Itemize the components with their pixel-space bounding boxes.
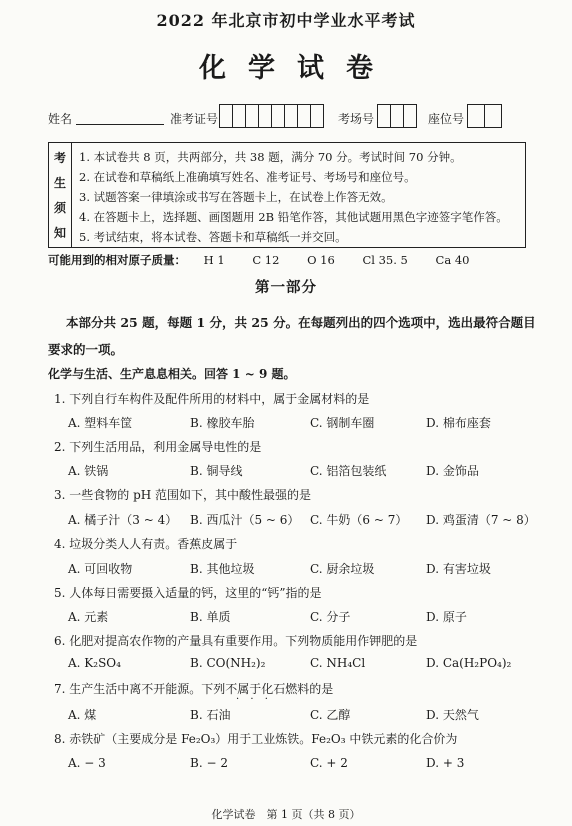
question-5-text: 5. 人体每日需要摄入适量的钙，这里的“钙”指的是 <box>54 586 322 600</box>
option-d[interactable]: D. 原子 <box>426 610 467 624</box>
option-c[interactable]: C. 铝箔包装纸 <box>310 464 387 478</box>
notice-item: 2. 在试卷和草稿纸上准确填写姓名、准考证号、考场号和座位号。 <box>79 170 416 184</box>
exam-title: 2022 年北京市初中学业水平考试 <box>156 11 416 30</box>
option-b[interactable]: B. CO(NH₂)₂ <box>190 656 266 670</box>
option-a[interactable]: A. 铁锅 <box>68 464 109 478</box>
question-4-text: 4. 垃圾分类人人有责。香蕉皮属于 <box>54 537 238 551</box>
atomic-mass-line <box>48 252 469 268</box>
option-b[interactable]: B. − 2 <box>190 756 228 770</box>
option-a[interactable]: A. − 3 <box>68 756 106 770</box>
option-c[interactable]: C. 分子 <box>310 610 351 624</box>
part-one-title: 第一部分 <box>255 279 317 296</box>
option-a[interactable]: A. 橘子汁（3 ~ 4） <box>68 513 178 527</box>
notice-item: 4. 在答题卡上，选择题、画图题用 2B 铅笔作答，其他试题用黑色字迹签字笔作答。 <box>79 210 508 224</box>
option-a[interactable]: A. 塑料车筐 <box>68 416 133 430</box>
option-c[interactable]: C. + 2 <box>310 756 348 770</box>
atomic-mass-value: O 16 <box>307 253 335 267</box>
room-label: 考场号 <box>338 112 375 126</box>
question-2-text: 2. 下列生活用品，利用金属导电性的是 <box>54 440 262 454</box>
part-one-intro-line1: 本部分共 25 题，每题 1 分，共 25 分。在每题列出的四个选项中，选出最符合题目 <box>66 315 536 330</box>
option-d[interactable]: D. + 3 <box>426 756 465 770</box>
atomic-mass-value: H 1 <box>203 253 225 267</box>
option-c[interactable]: C. 厨余垃圾 <box>310 562 375 576</box>
option-c[interactable]: C. 乙醇 <box>310 708 351 722</box>
ticket-label: 准考证号 <box>170 112 219 126</box>
candidate-info-row <box>48 104 528 130</box>
option-d[interactable]: D. 天然气 <box>426 708 479 722</box>
option-b[interactable]: B. 单质 <box>190 610 231 624</box>
notice-list <box>79 147 524 247</box>
option-d[interactable]: D. Ca(H₂PO₄)₂ <box>426 656 512 670</box>
option-d[interactable]: D. 有害垃圾 <box>426 562 491 576</box>
option-b[interactable]: B. 橡胶车胎 <box>190 416 255 430</box>
atomic-mass-value: Cl 35. 5 <box>362 253 408 267</box>
option-a[interactable]: A. 煤 <box>68 708 97 722</box>
emphasis-dots: · · · <box>236 694 272 705</box>
subject-title: 化学试卷 <box>199 53 395 84</box>
option-b[interactable]: B. 铜导线 <box>190 464 243 478</box>
page-footer: 化学试卷 第 1 页（共 8 页） <box>211 808 361 821</box>
question-6-text: 6. 化肥对提高农作物的产量具有重要作用。下列物质能用作钾肥的是 <box>54 634 418 648</box>
ticket-number-boxes[interactable] <box>220 104 324 128</box>
option-d[interactable]: D. 棉布座套 <box>426 416 491 430</box>
option-a[interactable]: A. 元素 <box>68 610 109 624</box>
notice-item: 5. 考试结束，将本试卷、答题卡和草稿纸一并交回。 <box>79 230 347 244</box>
section-heading: 化学与生活、生产息息相关。回答 1 ~ 9 题。 <box>48 367 296 381</box>
question-1-text: 1. 下列自行车构件及配件所用的材料中，属于金属材料的是 <box>54 392 370 406</box>
option-c[interactable]: C. NH₄Cl <box>310 656 366 670</box>
notice-item: 1. 本试卷共 8 页，共两部分，共 38 题，满分 70 分。考试时间 70 分钟。 <box>79 150 462 164</box>
option-b[interactable]: B. 石油 <box>190 708 231 722</box>
option-d[interactable]: D. 金饰品 <box>426 464 479 478</box>
seat-number-boxes[interactable] <box>468 104 502 128</box>
option-c[interactable]: C. 牛奶（6 ~ 7） <box>310 513 408 527</box>
option-a[interactable]: A. K₂SO₄ <box>68 656 121 670</box>
option-d[interactable]: D. 鸡蛋清（7 ~ 8） <box>426 513 536 527</box>
notice-side-label: 考 生 须 知 <box>49 143 72 247</box>
option-a[interactable]: A. 可回收物 <box>68 562 133 576</box>
option-c[interactable]: C. 钢制车圈 <box>310 416 375 430</box>
candidate-notice-box <box>48 142 526 248</box>
part-one-intro-line2: 要求的一项。 <box>48 342 124 357</box>
room-number-boxes[interactable] <box>378 104 417 128</box>
question-8-text: 8. 赤铁矿（主要成分是 Fe₂O₃）用于工业炼铁。Fe₂O₃ 中铁元素的化合价为 <box>54 732 458 746</box>
atomic-mass-label: 可能用到的相对原子质量： <box>48 253 186 267</box>
notice-item: 3. 试题答案一律填涂或书写在答题卡上，在试卷上作答无效。 <box>79 190 393 204</box>
option-b[interactable]: B. 其他垃圾 <box>190 562 255 576</box>
seat-label: 座位号 <box>428 112 465 126</box>
question-3-text: 3. 一些食物的 pH 范围如下，其中酸性最强的是 <box>54 488 312 502</box>
atomic-mass-value: C 12 <box>252 253 280 267</box>
option-b[interactable]: B. 西瓜汁（5 ~ 6） <box>190 513 300 527</box>
name-field[interactable] <box>76 124 164 125</box>
name-label: 姓名 <box>48 112 73 126</box>
question-7-text: 7. 生产生活中离不开能源。下列不属于化石燃料的是 <box>54 682 334 696</box>
atomic-mass-value: Ca 40 <box>435 253 470 267</box>
